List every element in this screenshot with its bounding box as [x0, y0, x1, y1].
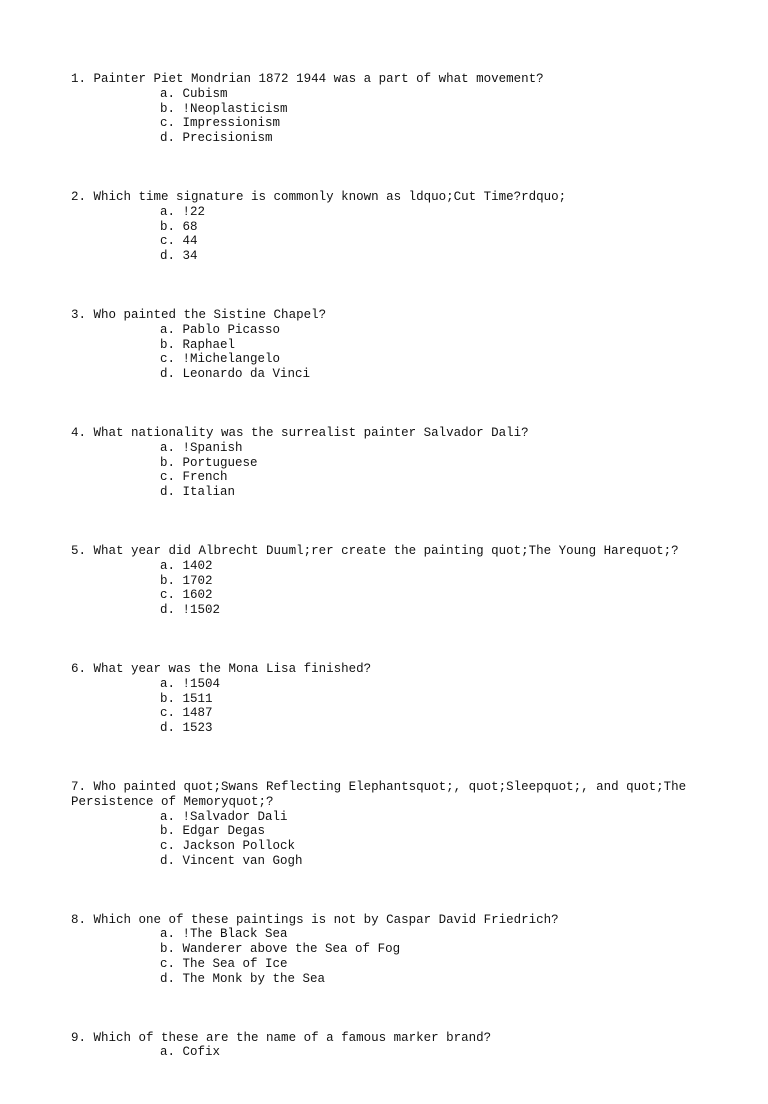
choice-letter-gap — [175, 234, 183, 248]
question-number-gap — [86, 426, 94, 440]
question-text — [71, 1031, 698, 1046]
quiz-question — [0, 544, 768, 618]
choice-letter-gap — [175, 249, 183, 263]
choice-letter-gap — [175, 131, 183, 145]
choice-letter-gap — [175, 367, 183, 381]
question-number-gap — [86, 780, 94, 794]
choice-text: The Sea of Ice — [182, 957, 288, 972]
choice-letter-gap — [175, 352, 183, 366]
answer-choice — [0, 854, 768, 869]
answer-choice — [0, 972, 768, 987]
question-number: 9. — [71, 1030, 87, 1045]
choice-text: 1511 — [182, 691, 213, 706]
choice-text: Italian — [182, 485, 236, 500]
quiz-question — [0, 190, 768, 264]
choice-text: The Monk by the Sea — [182, 971, 326, 986]
answer-choice — [0, 205, 768, 220]
choice-letter-gap — [175, 972, 183, 986]
question-number-gap — [86, 1031, 94, 1045]
choice-text: French — [182, 470, 228, 485]
choice-letter: d. — [160, 721, 176, 736]
question-number-gap — [86, 662, 94, 676]
answer-choice — [0, 810, 768, 825]
question-text — [71, 544, 698, 559]
choice-letter-gap — [175, 441, 183, 455]
choice-text: 1702 — [182, 573, 213, 588]
question-prompt: What year did Albrecht Duuml;rer create the painting quot;The Young Harequot;? — [93, 543, 679, 558]
quiz-question — [0, 72, 768, 146]
answer-choice — [0, 957, 768, 972]
choice-text: !1502 — [182, 603, 221, 618]
question-number-gap — [86, 308, 94, 322]
answer-choice — [0, 1045, 768, 1060]
choice-letter-gap — [175, 692, 183, 706]
choice-letter: c. — [160, 839, 176, 854]
choice-letter: a. — [160, 1045, 176, 1060]
quiz-question — [0, 913, 768, 987]
answer-choice — [0, 456, 768, 471]
choice-text: !Salvador Dali — [182, 809, 288, 824]
choice-letter: c. — [160, 706, 176, 721]
answer-choice — [0, 824, 768, 839]
choice-text: 44 — [182, 234, 198, 249]
question-text — [71, 308, 698, 323]
choice-letter-gap — [175, 87, 183, 101]
choice-letter: b. — [160, 101, 176, 116]
choice-letter-gap — [175, 205, 183, 219]
choice-letter-gap — [175, 942, 183, 956]
choice-text: !1504 — [182, 676, 221, 691]
answer-choice — [0, 574, 768, 589]
answer-choice — [0, 559, 768, 574]
question-text — [71, 190, 698, 205]
choice-letter-gap — [175, 721, 183, 735]
choice-text: Wanderer above the Sea of Fog — [182, 942, 401, 957]
choice-text: Edgar Degas — [182, 824, 266, 839]
choice-text: 1523 — [182, 721, 213, 736]
quiz-question-list — [0, 72, 768, 1104]
choice-text: Jackson Pollock — [182, 839, 296, 854]
choice-letter-gap — [175, 677, 183, 691]
choice-letter-gap — [175, 957, 183, 971]
choice-letter-gap — [175, 102, 183, 116]
question-text — [71, 780, 698, 810]
answer-choice-list — [0, 559, 768, 618]
choice-text: 1402 — [182, 558, 213, 573]
choice-text: Precisionism — [182, 131, 273, 146]
answer-choice-list — [0, 677, 768, 736]
choice-letter: c. — [160, 470, 176, 485]
quiz-question — [0, 426, 768, 500]
choice-letter: d. — [160, 971, 176, 986]
question-text — [71, 662, 698, 677]
choice-text: 1602 — [182, 588, 213, 603]
choice-text: Leonardo da Vinci — [182, 367, 311, 382]
choice-text: 68 — [182, 219, 198, 234]
question-prompt: Who painted quot;Swans Reflecting Elephantsquot;, quot;Sleepquot;, and quot;The Persistence of Memoryquot;? — [71, 779, 687, 809]
question-number-gap — [86, 544, 94, 558]
answer-choice-list — [0, 323, 768, 382]
choice-letter-gap — [175, 470, 183, 484]
answer-choice — [0, 721, 768, 736]
choice-letter: c. — [160, 588, 176, 603]
choice-letter: d. — [160, 603, 176, 618]
question-number: 5. — [71, 543, 87, 558]
question-number-gap — [86, 72, 94, 86]
answer-choice — [0, 470, 768, 485]
answer-choice — [0, 338, 768, 353]
answer-choice-list — [0, 927, 768, 986]
choice-letter-gap — [175, 559, 183, 573]
question-prompt: Which of these are the name of a famous marker brand? — [93, 1030, 492, 1045]
answer-choice — [0, 87, 768, 102]
choice-letter: a. — [160, 86, 176, 101]
choice-letter-gap — [175, 810, 183, 824]
answer-choice — [0, 677, 768, 692]
question-prompt: What year was the Mona Lisa finished? — [93, 661, 372, 676]
choice-text: Raphael — [182, 337, 236, 352]
question-prompt: What nationality was the surrealist painter Salvador Dali? — [93, 425, 529, 440]
choice-letter: d. — [160, 485, 176, 500]
answer-choice — [0, 116, 768, 131]
choice-letter: a. — [160, 558, 176, 573]
choice-letter: b. — [160, 573, 176, 588]
choice-letter: a. — [160, 676, 176, 691]
question-number: 7. — [71, 779, 87, 794]
choice-letter-gap — [175, 456, 183, 470]
choice-letter-gap — [175, 927, 183, 941]
choice-letter: a. — [160, 809, 176, 824]
question-text — [71, 426, 698, 441]
answer-choice-list — [0, 1045, 768, 1060]
answer-choice — [0, 692, 768, 707]
choice-text: !Neoplasticism — [182, 101, 288, 116]
question-text — [71, 913, 698, 928]
choice-letter-gap — [175, 220, 183, 234]
question-text — [71, 72, 698, 87]
choice-text: !Michelangelo — [182, 352, 281, 367]
answer-choice-list — [0, 810, 768, 869]
choice-letter-gap — [175, 603, 183, 617]
choice-letter: d. — [160, 367, 176, 382]
choice-letter-gap — [175, 323, 183, 337]
choice-letter: c. — [160, 116, 176, 131]
choice-letter: c. — [160, 957, 176, 972]
answer-choice — [0, 367, 768, 382]
question-number-gap — [86, 190, 94, 204]
answer-choice — [0, 220, 768, 235]
question-number: 8. — [71, 912, 87, 927]
question-number: 2. — [71, 189, 87, 204]
answer-choice — [0, 441, 768, 456]
question-number: 3. — [71, 307, 87, 322]
choice-text: !22 — [182, 204, 206, 219]
answer-choice-list — [0, 205, 768, 264]
choice-letter: b. — [160, 337, 176, 352]
question-number: 6. — [71, 661, 87, 676]
choice-letter: b. — [160, 455, 176, 470]
choice-letter-gap — [175, 854, 183, 868]
choice-letter: b. — [160, 219, 176, 234]
choice-letter-gap — [175, 116, 183, 130]
question-prompt: Which time signature is commonly known as ldquo;Cut Time?rdquo; — [93, 189, 567, 204]
choice-letter: c. — [160, 234, 176, 249]
choice-text: Portuguese — [182, 455, 258, 470]
answer-choice — [0, 249, 768, 264]
answer-choice-list — [0, 441, 768, 500]
answer-choice — [0, 603, 768, 618]
question-number: 1. — [71, 72, 87, 86]
choice-letter: b. — [160, 942, 176, 957]
choice-text: Pablo Picasso — [182, 322, 281, 337]
choice-letter: a. — [160, 440, 176, 455]
choice-letter-gap — [175, 588, 183, 602]
quiz-question — [0, 662, 768, 736]
answer-choice — [0, 485, 768, 500]
choice-letter-gap — [175, 839, 183, 853]
choice-text: Impressionism — [182, 116, 281, 131]
choice-letter: b. — [160, 691, 176, 706]
answer-choice — [0, 839, 768, 854]
choice-letter: b. — [160, 824, 176, 839]
choice-letter: a. — [160, 322, 176, 337]
answer-choice — [0, 942, 768, 957]
choice-letter: a. — [160, 927, 176, 942]
answer-choice-list — [0, 87, 768, 146]
answer-choice — [0, 927, 768, 942]
quiz-question — [0, 308, 768, 382]
choice-text: 1487 — [182, 706, 213, 721]
answer-choice — [0, 323, 768, 338]
choice-letter: a. — [160, 204, 176, 219]
choice-text: !The Black Sea — [182, 927, 288, 942]
question-prompt: Who painted the Sistine Chapel? — [93, 307, 327, 322]
answer-choice — [0, 234, 768, 249]
answer-choice — [0, 102, 768, 117]
choice-text: 34 — [182, 249, 198, 264]
answer-choice — [0, 131, 768, 146]
choice-letter-gap — [175, 574, 183, 588]
choice-letter: d. — [160, 249, 176, 264]
choice-letter-gap — [175, 338, 183, 352]
choice-letter: d. — [160, 131, 176, 146]
choice-text: !Spanish — [182, 440, 243, 455]
question-number-gap — [86, 913, 94, 927]
question-prompt: Which one of these paintings is not by Caspar David Friedrich? — [93, 912, 559, 927]
answer-choice — [0, 352, 768, 367]
quiz-question — [0, 1031, 768, 1061]
answer-choice — [0, 706, 768, 721]
choice-text: Cofix — [182, 1045, 221, 1060]
choice-letter-gap — [175, 824, 183, 838]
choice-letter-gap — [175, 1045, 183, 1059]
question-prompt: Painter Piet Mondrian 1872 1944 was a part of what movement? — [93, 72, 544, 86]
question-number: 4. — [71, 425, 87, 440]
choice-letter-gap — [175, 706, 183, 720]
choice-text: Cubism — [182, 86, 228, 101]
choice-text: Vincent van Gogh — [182, 853, 303, 868]
choice-letter-gap — [175, 485, 183, 499]
quiz-question — [0, 780, 768, 869]
choice-letter: d. — [160, 853, 176, 868]
answer-choice — [0, 588, 768, 603]
choice-letter: c. — [160, 352, 176, 367]
